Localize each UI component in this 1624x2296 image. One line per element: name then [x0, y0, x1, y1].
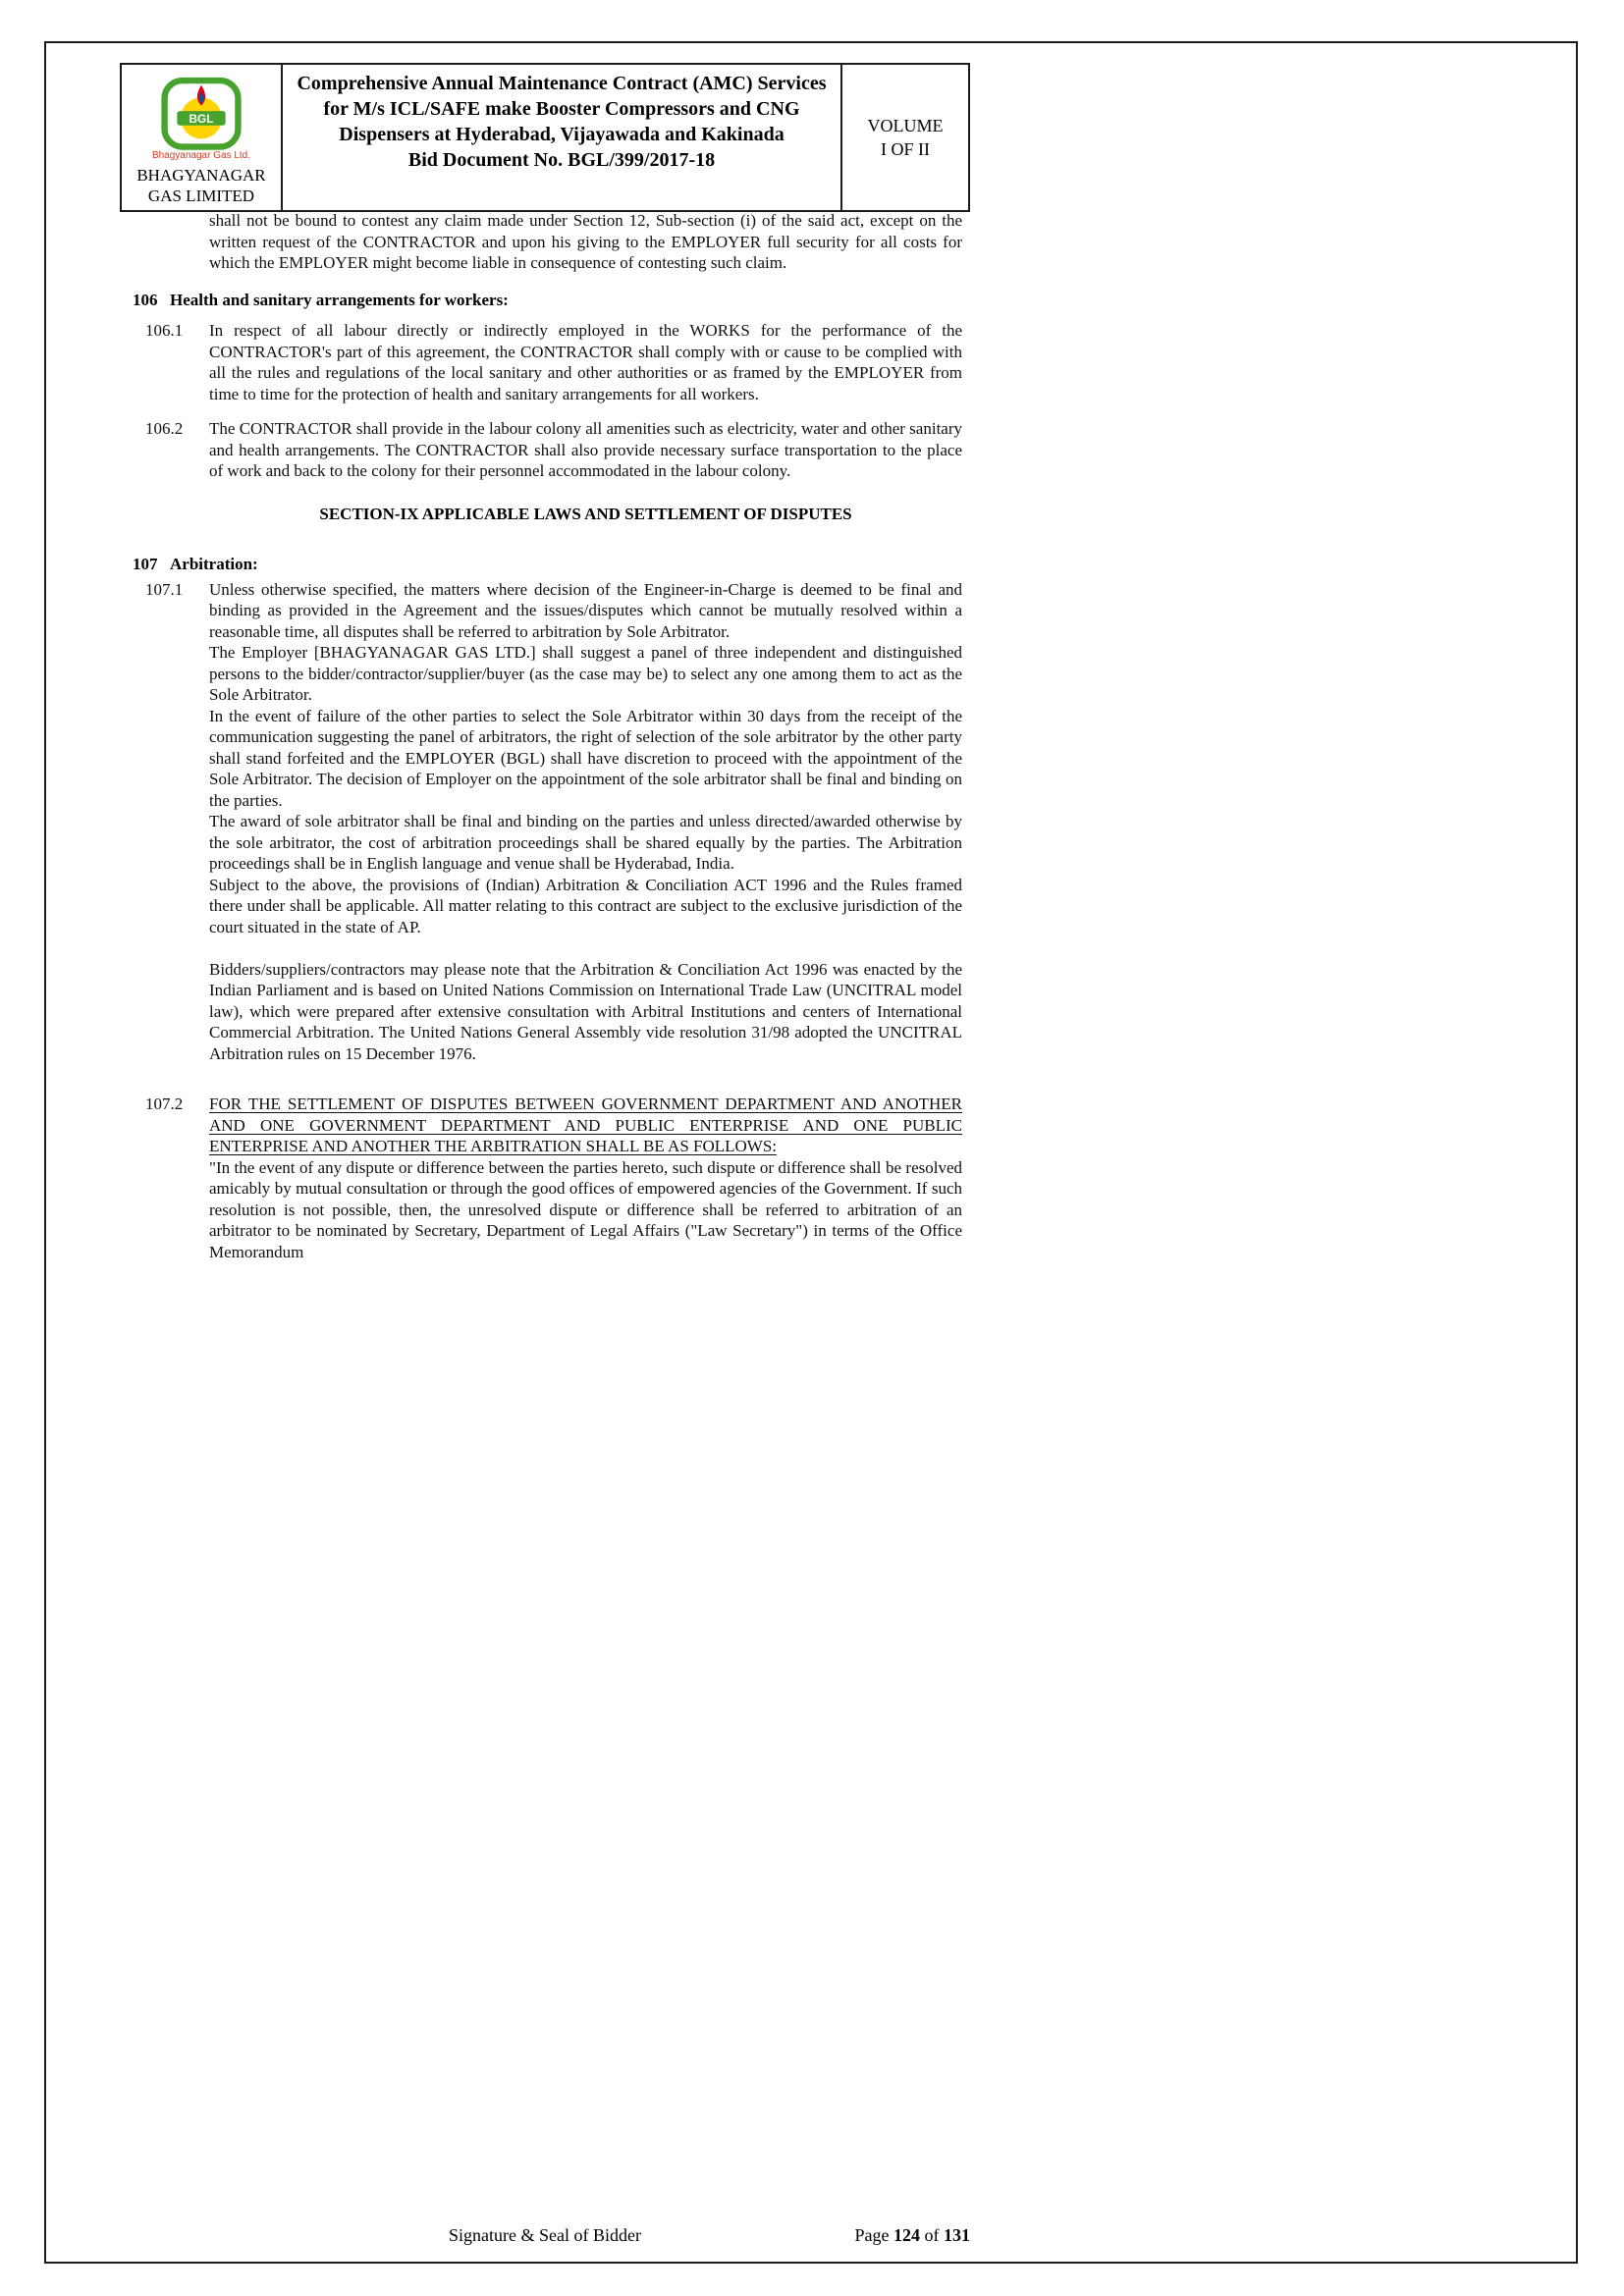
section-ix-heading: SECTION-IX APPLICABLE LAWS AND SETTLEMENT OF DISPUTES — [319, 504, 852, 523]
bid-document-number: Bid Document No. BGL/399/2017-18 — [407, 149, 716, 171]
clause-107-1 — [120, 579, 962, 1065]
clause-107-2 — [120, 1094, 962, 1262]
clause-106-2 — [120, 418, 962, 482]
section-106-title: Health and sanitary arrangements for workers: — [170, 290, 509, 309]
section-106-number: 106 — [133, 290, 158, 309]
clause-107-1-note-paragraph: Bidders/suppliers/contractors may please note that the Arbitration & Conciliation Act 1996 was enacted by the Indian Parliament and is based on United Nations Commission on International Trade Law (UNCITRAL model law), which were prepared after extensive consultation with Arbitral Institutions and centers of International Commercial Arbitration. The United Nations General Assembly vide resolution 31/98 adopted the UNCITRAL Arbitration rules on 15 December 1976. — [209, 959, 962, 1063]
clause-107-1-paragraph-4: The award of sole arbitrator shall be final and binding on the parties and unless directed/awarded otherwise by the sole arbitrator, the cost of arbitration proceedings shall be shared equally by the parties. The Arbitration proceedings shall be in English language and venue shall be Hyderabad, India. — [209, 812, 962, 873]
clause-106-2-number: 106.2 — [145, 419, 184, 438]
page-number-label — [855, 2224, 971, 2246]
volume-line2: I OF II — [881, 139, 930, 159]
title-cell — [281, 65, 840, 210]
logo-cell — [122, 65, 281, 210]
document-body — [120, 210, 962, 1276]
clause-107-1-number: 107.1 — [145, 579, 184, 599]
clause-106-1-number: 106.1 — [145, 321, 184, 340]
section-106-heading — [133, 290, 962, 311]
page-footer — [120, 2224, 970, 2246]
continuation-paragraph: shall not be bound to contest any claim made under Section 12, Sub-section (i) of the said act, except on the written request of the CONTRACTOR and upon his giving to the EMPLOYER full security for all costs for which the EMPLOYER might become liable in consequence of contesting such claim. — [209, 211, 962, 272]
clause-106-1-text: In respect of all labour directly or indirectly employed in the WORKS for the performance of the CONTRACTOR's part of this agreement, the CONTRACTOR shall comply with or cause to be complied with all the rules and regulations of the local sanitary and other authorities or as framed by the EMPLOYER from time to time for the protection of health and sanitary arrangements for all workers. — [209, 321, 962, 403]
section-107-number: 107 — [133, 555, 158, 573]
bgl-logo — [153, 71, 249, 153]
logo-acronym: BGL — [189, 111, 214, 126]
page-word: Page — [854, 2225, 890, 2245]
header-table — [120, 63, 970, 212]
document-title: Comprehensive Annual Maintenance Contract (AMC) Services for M/s ICL/SAFE make Booster Compressors and CNG Dispensers at Hyderabad, Vijayawada and Kakinada — [297, 73, 827, 145]
of-word: of — [924, 2225, 940, 2245]
section-107-title: Arbitration: — [170, 555, 258, 573]
clause-107-1-paragraph-1: Unless otherwise specified, the matters where decision of the Engineer-in-Charge is deemed to be final and binding as provided in the Agreement and the issues/disputes which cannot be mutually resolved within a reasonable time, all disputes shall be referred to arbitration by Sole Arbitrator. — [209, 579, 962, 641]
clause-107-1-paragraph-3: In the event of failure of the other parties to select the Sole Arbitrator within 30 days from the receipt of the communication suggesting the panel of arbitrators, the right of selection of the sole arbitrator by the other party shall stand forfeited and the EMPLOYER (BGL) shall have discretion to proceed with the appointment of the Sole Arbitrator. The decision of Employer on the appointment of the sole arbitrator shall be final and binding on the parties. — [209, 706, 962, 810]
clause-107-1-paragraph-2: The Employer [BHAGYANAGAR GAS LTD.] shall suggest a panel of three independent and distinguished persons to the bidder/contractor/supplier/buyer (as the case may be) to select any one among them to act as the Sole Arbitrator. — [209, 643, 962, 704]
clause-106-1 — [120, 320, 962, 404]
company-name-line1: BHAGYANAGAR — [136, 166, 266, 185]
signature-label: Signature & Seal of Bidder — [449, 2225, 641, 2245]
total-pages: 131 — [944, 2225, 970, 2245]
clause-106-2-text: The CONTRACTOR shall provide in the labour colony all amenities such as electricity, water and other sanitary and health arrangements. The CONTRACTOR shall also provide necessary surface transportation to the place of work and back to the colony for their personnel accommodated in the labour colony. — [209, 419, 962, 480]
company-name — [126, 165, 277, 206]
clause-107-2-underlined-heading: FOR THE SETTLEMENT OF DISPUTES BETWEEN GOVERNMENT DEPARTMENT AND ANOTHER AND ONE GOVERNMENT DEPARTMENT AND PUBLIC ENTERPRISE AND ONE PUBLIC ENTERPRISE AND ANOTHER THE ARBITRATION SHALL BE AS FOLLOWS: — [209, 1095, 962, 1155]
clause-107-1-paragraph-5: Subject to the above, the provisions of (Indian) Arbitration & Conciliation ACT 1996 and the Rules framed there under shall be applicable. All matter relating to this contract are subject to the exclusive jurisdiction of the court situated in the state of AP. — [209, 875, 962, 936]
clause-107-2-number: 107.2 — [145, 1095, 184, 1113]
page-number: 124 — [893, 2225, 920, 2245]
clause-107-2-text: "In the event of any dispute or difference between the parties hereto, such dispute or difference shall be resolved amicably by mutual consultation or through the good offices of empowered agencies of the Government. If such resolution is not possible, then, the unresolved dispute or difference shall be referred to arbitration of an arbitrator to be nominated by Secretary, Department of Legal Affairs ("Law Secretary") in terms of the Office Memorandum — [209, 1157, 962, 1261]
company-name-line2: GAS LIMITED — [147, 187, 255, 205]
volume-line1: VOLUME — [867, 116, 944, 135]
section-107-heading — [133, 554, 962, 575]
logo-tagline: Bhagyanagar Gas Ltd. — [151, 150, 251, 161]
volume-cell — [840, 65, 968, 210]
